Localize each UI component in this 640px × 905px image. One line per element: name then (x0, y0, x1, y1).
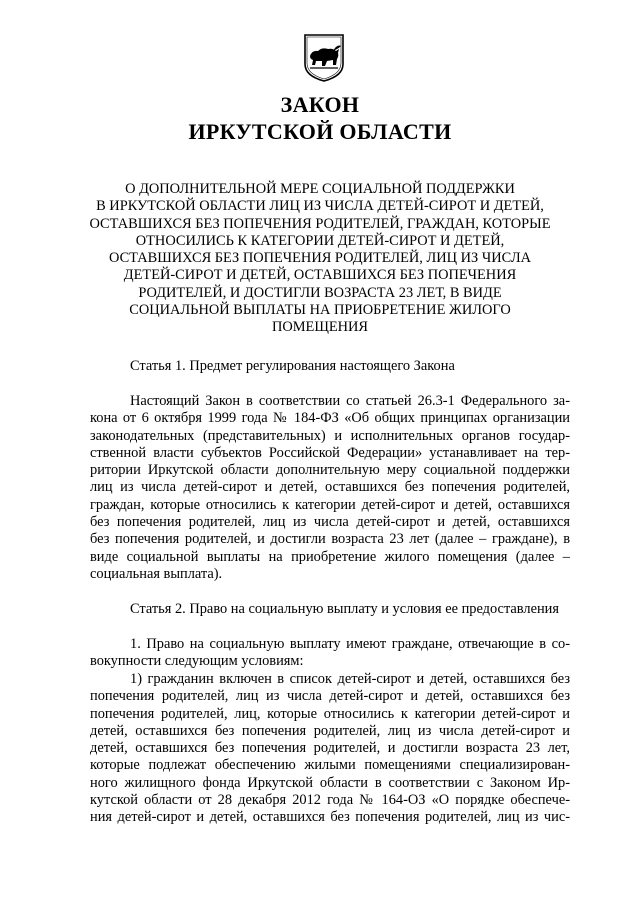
subject-line: ОСТАВШИХСЯ БЕЗ ПОПЕЧЕНИЯ РОДИТЕЛЕЙ, ЛИЦ ИЗ ЧИСЛА (109, 250, 531, 267)
subject-line: О ДОПОЛНИТЕЛЬНОЙ МЕРЕ СОЦИАЛЬНОЙ ПОДДЕРЖКИ (125, 181, 515, 197)
paragraph-line: Настоящий Закон в соответствии со статьей 26.3-1 Федерального за- (130, 393, 570, 409)
article1-heading: Статья 1. Предмет регулирования настоящего Закона (130, 358, 455, 374)
article2-point1 (90, 636, 570, 671)
subject-line: ДЕТЕЙ-СИРОТ И ДЕТЕЙ, ОСТАВШИХСЯ БЕЗ ПОПЕЧЕНИЯ (123, 267, 517, 284)
paragraph-line: без попечения родителей, лиц из числа детей-сирот и детей, оставшихся (90, 514, 570, 531)
paragraph-line: кона от 6 октября 1999 года № 184-ФЗ «Об общих принципах организации (90, 410, 570, 427)
paragraph-line: виде социальной выплаты на приобретение жилого помещения (далее – (90, 548, 570, 565)
subject-line: СОЦИАЛЬНОЙ ВЫПЛАТЫ НА ПРИОБРЕТЕНИЕ ЖИЛОГО (129, 302, 511, 319)
article2-subpoint1 (90, 671, 570, 827)
subject-line: РОДИТЕЛЕЙ, И ДОСТИГЛИ ВОЗРАСТА 23 ЛЕТ, В ВИДЕ (138, 284, 502, 301)
subject-line: ОСТАВШИХСЯ БЕЗ ПОПЕЧЕНИЯ РОДИТЕЛЕЙ, ГРАЖДАН, КОТОРЫЕ (89, 215, 551, 232)
paragraph-line: кутской области от 28 декабря 2012 года № 164-ОЗ «О порядке обеспече- (90, 792, 570, 809)
coat-of-arms-icon (303, 34, 345, 82)
document-title-line1: ЗАКОН (280, 92, 360, 117)
document-title-line2: ИРКУТСКОЙ ОБЛАСТИ (188, 119, 452, 144)
paragraph-line: попечения родителей, лиц из числа детей-сирот и детей, оставшихся без (90, 688, 570, 705)
paragraph-line: попечения родителей, лиц, которые относились к категории детей-сирот и (90, 705, 570, 722)
paragraph-line: социальная выплата). (90, 565, 223, 582)
paragraph-line: ственной власти субъектов Российской Федерации» устанавливает на тер- (90, 444, 570, 461)
paragraph-line: ритории Иркутской области дополнительную меру социальной поддержки (90, 462, 570, 479)
paragraph-line: 1) гражданин включен в список детей-сирот и детей, оставшихся без (130, 671, 570, 687)
subject-line: ОТНОСИЛИСЬ К КАТЕГОРИИ ДЕТЕЙ-СИРОТ И ДЕТЕЙ, (135, 232, 505, 249)
paragraph-line: лиц из числа детей-сирот и детей, оставшихся без попечения родителей, (90, 479, 570, 496)
subject-line: ПОМЕЩЕНИЯ (271, 319, 369, 336)
article1-paragraph (90, 393, 570, 583)
paragraph-line: детей, оставшихся без попечения родителей, и достигли возраста 23 лет, (90, 740, 570, 757)
subject-line: В ИРКУТСКОЙ ОБЛАСТИ ЛИЦ ИЗ ЧИСЛА ДЕТЕЙ-СИРОТ И ДЕТЕЙ, (96, 198, 544, 215)
article2-heading: Статья 2. Право на социальную выплату и условия ее предоставления (130, 601, 559, 617)
paragraph-line: законодательных (представительных) и исполнительных органов государ- (90, 427, 570, 444)
paragraph-line: без попечения родителей, и достигли возраста 23 лет (далее – граждане), в (90, 531, 570, 548)
paragraph-line: которые подлежат обеспечению жилыми помещениями специализирован- (90, 757, 570, 774)
paragraph-line: 1. Право на социальную выплату имеют граждане, отвечающие в со- (130, 636, 570, 652)
law-subject (80, 181, 560, 337)
paragraph-line: граждан, которые относились к категории детей-сирот и детей, оставшихся (90, 496, 570, 513)
paragraph-line: вокупности следующим условиям: (90, 653, 304, 670)
paragraph-line: ного жилищного фонда Иркутской области в соответствии с Законом Ир- (90, 774, 570, 791)
paragraph-line: ния детей-сирот и детей, оставшихся без попечения родителей, лиц из чис- (90, 809, 570, 826)
paragraph-line: детей, оставшихся без попечения родителей, лиц из числа детей-сирот и (90, 722, 570, 739)
